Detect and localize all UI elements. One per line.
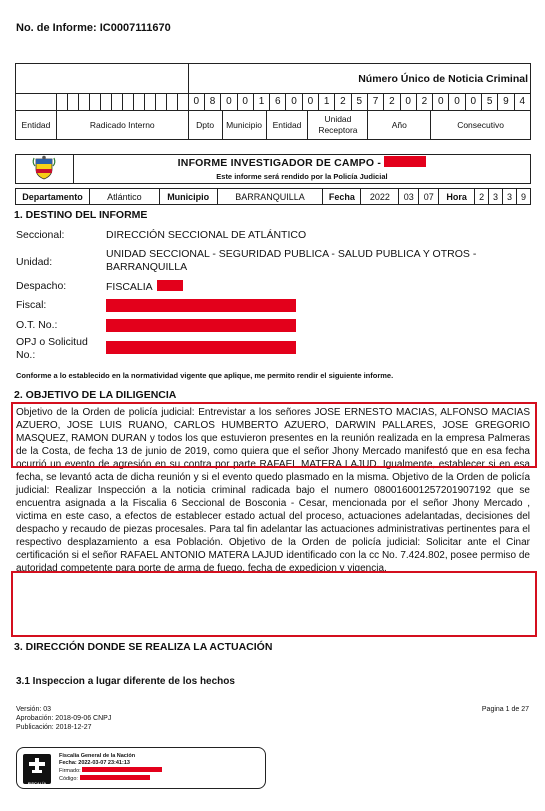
section-inspeccion-heading: 3.1 Inspeccion a lugar diferente de los hechos — [16, 676, 235, 687]
unidad-value: UNIDAD SECCIONAL - SEGURIDAD PUBLICA - SALUD PUBLICA Y OTROS - BARRANQUILLA — [106, 248, 477, 273]
logo-text: FISCALÍA — [27, 781, 47, 786]
departamento-label: Departamento — [16, 189, 90, 205]
label-entidad-2: Entidad — [266, 111, 308, 140]
fiscal-label: Fiscal: — [16, 299, 47, 311]
signature-stamp — [16, 747, 266, 789]
label-entidad: Entidad — [16, 111, 57, 140]
stamp-firmado: Firmado: — [59, 768, 81, 774]
redaction-bar — [106, 319, 296, 332]
label-radicado: Radicado Interno — [56, 111, 188, 140]
stamp-org: Fiscalía General de la Nación — [59, 753, 136, 759]
noticia-digit: 1 — [254, 94, 270, 110]
footer-version: Versión: 03 — [16, 706, 52, 713]
noticia-digit: 9 — [498, 94, 514, 110]
fecha-day: 07 — [419, 189, 439, 205]
fecha-year: 2022 — [361, 189, 399, 205]
noticia-digit: 5 — [352, 94, 368, 110]
scales-icon — [23, 754, 51, 776]
redaction-bar — [157, 280, 183, 291]
footer-version-block — [16, 705, 111, 732]
radicado-boxes — [56, 94, 188, 111]
departamento-value: Atlántico — [89, 189, 159, 205]
redaction-bar — [82, 767, 162, 772]
opj-label: OPJ o Solicitud No.: — [16, 336, 88, 361]
label-consecutivo: Consecutivo — [431, 111, 531, 140]
highlight-box — [11, 571, 537, 637]
stamp-details — [59, 753, 162, 783]
noticia-digit: 0 — [189, 94, 205, 110]
redaction-bar — [80, 775, 150, 780]
despacho-text: FISCALIA — [106, 281, 153, 293]
noticia-criminal-table — [15, 63, 531, 140]
despacho-value — [106, 280, 183, 294]
noticia-digit: 8 — [205, 94, 221, 110]
label-unidad-receptora: Unidad Receptora — [308, 111, 368, 140]
redaction-bar — [106, 299, 296, 312]
noticia-digit: 0 — [303, 94, 319, 110]
municipio-value: BARRANQUILLA — [217, 189, 323, 205]
colombia-seal-cell — [16, 155, 74, 184]
footer-publicacion: Publicación: 2018-12-27 — [16, 724, 92, 731]
section-objetivo-heading: 2. OBJETIVO DE LA DILIGENCIA — [14, 389, 177, 401]
page-number: Pagina 1 de 27 — [481, 706, 529, 713]
municipio-label: Municipio — [159, 189, 217, 205]
highlight-box — [11, 402, 537, 468]
noticia-digit: 2 — [384, 94, 400, 110]
colombia-shield-icon — [31, 155, 57, 181]
noticia-digit: 0 — [449, 94, 465, 110]
noticia-digit: 7 — [368, 94, 384, 110]
fecha-month: 03 — [399, 189, 419, 205]
hora-digit: 3 — [503, 189, 517, 205]
noticia-digit: 0 — [401, 94, 417, 110]
objetivo-paragraph: Objetivo de la Orden de policía judicial: Entrevistar a los señores JOSE ERNESTO MACIAS, ALFONSO MACIAS AZUERO, JOSE LUIS RUANO, CARLOS HUMBERTO AZUERO, DARWIN PALLARES, JOSE GREGORIO MASQUEZ, RAMON DURAN y todos los que estuvieron presentes en la reunión realizada en la empresa Palmeras de la Costa, de fecha 13 de junio de 2019, como quiera que el señor Jhony Mercado manifestó que en esa fecha ocurrió un evento de agresión en su contra por parte RAFAEL MATERA LAJUD. Igualmente, establecer si en esa fecha, se levantó acta de dicha reunión y si el evento quedo plasmado en la misma. Objetivo de la Orden de policía judicial: Realizar Inspección a la noticia criminal radicada bajo el numero 080016001257201907192 que se encuentra asignada a la Fiscalia 6 Seccional de Bosconia - Cesar, mencionada por el señor Jhony Mercado , victima en este caso, a efectos de establecer estado actual del proceso, actuaciones adelantadas, decisiones del despacho y recaudo de piezas procesales. Para tal fin adelantar las actuaciones administrativas pertinentes para el respectivo desplazamiento a esa Población. Objetivo de la Orden de policía judicial: Solicitar ante el Cinar certificación si el señor RAFAEL ANTONIO MATERA LAJUD identificado con la cc No. 7.424.802, posee permiso de autoridad competente para porte de arma de fuego, fecha de expedicion y vigencia. — [16, 407, 530, 574]
section-destino-heading: 1. DESTINO DEL INFORME — [14, 209, 148, 221]
noticia-digit: 2 — [335, 94, 351, 110]
redaction-bar — [106, 341, 296, 354]
hora-digit: 2 — [475, 189, 489, 205]
seccional-label: Seccional: — [16, 229, 65, 241]
seccional-value: DIRECCIÓN SECCIONAL DE ATLÁNTICO — [106, 229, 307, 241]
fiscalia-logo-icon — [23, 754, 51, 784]
hora-digit: 9 — [516, 189, 530, 205]
informe-title-text: INFORME INVESTIGADOR DE CAMPO - — [177, 157, 382, 170]
despacho-label: Despacho: — [16, 280, 67, 292]
report-number: No. de Informe: IC0007111670 — [16, 22, 171, 34]
informe-title — [73, 155, 530, 171]
hora-label: Hora — [439, 189, 475, 205]
label-municipio: Municipio — [222, 111, 266, 140]
noticia-digit: 1 — [319, 94, 335, 110]
unidad-label: Unidad: — [16, 256, 53, 268]
noticia-digit: 0 — [286, 94, 302, 110]
section-direccion-heading: 3. DIRECCIÓN DONDE SE REALIZA LA ACTUACIÓN — [14, 641, 273, 653]
noticia-digit: 2 — [417, 94, 433, 110]
noticia-digit: 4 — [519, 96, 525, 107]
conforme-text: Conforme a lo establecido en la normatividad vigente que aplique, me permito rendir el siguiente informe. — [16, 371, 394, 380]
informe-title-table — [15, 154, 531, 184]
noticia-digit: 5 — [482, 94, 498, 110]
noticia-digit: 6 — [270, 94, 286, 110]
noticia-digits — [188, 94, 530, 111]
location-row-table — [15, 188, 531, 205]
fecha-label: Fecha — [323, 189, 361, 205]
noticia-title: Número Único de Noticia Criminal — [188, 64, 530, 94]
noticia-digit: 0 — [466, 94, 482, 110]
hora-digit: 3 — [489, 189, 503, 205]
redaction-bar — [384, 156, 426, 167]
ot-label: O.T. No.: — [16, 319, 58, 331]
informe-subtitle: Este informe será rendido por la Policía Judicial — [73, 170, 530, 183]
footer-aprobacion: Aprobación: 2018-09-06 CNPJ — [16, 715, 112, 722]
label-dpto: Dpto — [188, 111, 222, 140]
label-anio: Año — [368, 111, 431, 140]
stamp-firmado-row — [59, 767, 162, 775]
noticia-digit: 0 — [221, 94, 237, 110]
stamp-fecha: Fecha: 2022-03-07 23:41:13 — [59, 760, 130, 766]
stamp-codigo: Código: — [59, 776, 78, 782]
noticia-digit: 0 — [433, 94, 449, 110]
stamp-codigo-row — [59, 775, 162, 783]
noticia-digit: 0 — [238, 94, 254, 110]
